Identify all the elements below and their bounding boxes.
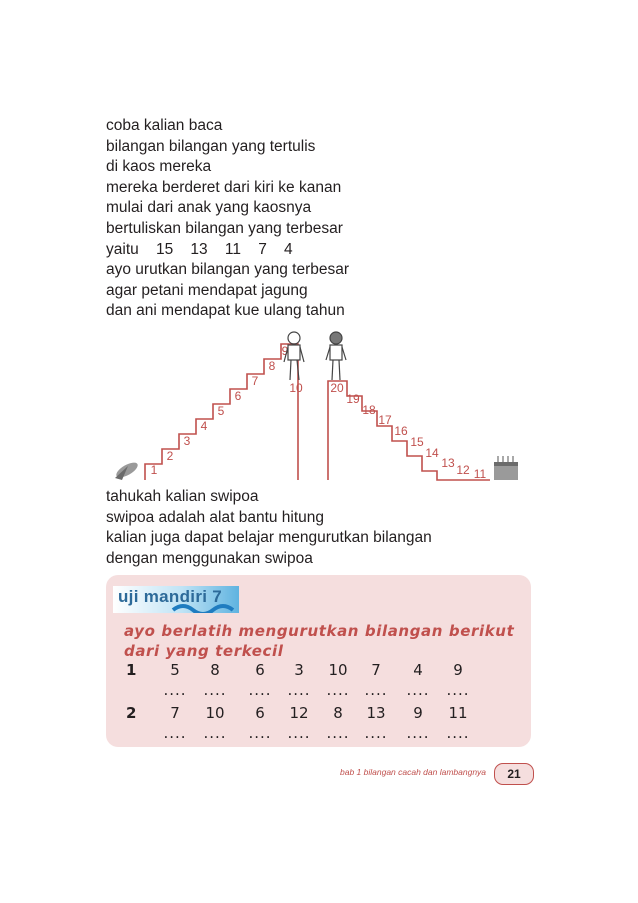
number-cell: 8 — [333, 704, 343, 722]
step-label: 12 — [456, 463, 470, 477]
intro-line: agar petani mendapat jagung — [106, 281, 308, 299]
answer-blank[interactable]: .... — [406, 724, 430, 742]
answer-blank[interactable]: .... — [446, 681, 470, 699]
number-cell: 10 — [328, 661, 348, 679]
number-cell: 10 — [205, 704, 225, 722]
intro-line: bilangan bilangan yang tertulis — [106, 137, 316, 155]
step-label: 17 — [378, 413, 392, 427]
step-label: 18 — [362, 403, 376, 417]
answer-blank[interactable]: .... — [248, 724, 272, 742]
answer-blank[interactable]: .... — [203, 681, 227, 699]
answer-blank[interactable]: .... — [446, 724, 470, 742]
step-label: 20 — [330, 381, 344, 395]
step-label: 15 — [410, 435, 424, 449]
answer-blank[interactable]: .... — [326, 681, 350, 699]
number-cell: 7 — [170, 704, 180, 722]
step-label: 8 — [268, 359, 276, 373]
abacus-line: kalian juga dapat belajar mengurutkan bilangan — [106, 529, 432, 547]
number-cell: 7 — [371, 661, 381, 679]
number-cell: 6 — [255, 704, 265, 722]
answer-blank[interactable]: .... — [364, 681, 388, 699]
intro-line: ayo urutkan bilangan yang terbesar — [106, 261, 349, 279]
step-label: 6 — [234, 389, 242, 403]
exercise-badge-label: uji mandiri 7 — [118, 587, 223, 606]
step-label: 3 — [183, 434, 191, 448]
answer-blank[interactable]: .... — [248, 681, 272, 699]
abacus-line: dengan menggunakan swipoa — [106, 549, 313, 567]
intro-line: di kaos mereka — [106, 158, 212, 176]
answer-blank[interactable]: .... — [287, 681, 311, 699]
intro-line: dan ani mendapat kue ulang tahun — [106, 302, 345, 320]
row-number: 2 — [126, 704, 137, 722]
number-cell: 3 — [294, 661, 304, 679]
intro-line: yaitu 15 13 11 7 4 — [106, 240, 293, 258]
girl-figure — [326, 332, 346, 380]
number-cell: 9 — [453, 661, 463, 679]
intro-line: mereka berderet dari kiri ke kanan — [106, 178, 342, 196]
step-label: 16 — [394, 424, 408, 438]
answer-blank[interactable]: .... — [364, 724, 388, 742]
step-label: 5 — [217, 404, 225, 418]
number-cell: 6 — [255, 661, 265, 679]
step-label: 4 — [200, 419, 208, 433]
answer-blank[interactable]: .... — [163, 724, 187, 742]
step-label: 13 — [441, 456, 455, 470]
number-cell: 13 — [366, 704, 386, 722]
number-cell: 11 — [448, 704, 468, 722]
intro-line: mulai dari anak yang kaosnya — [106, 199, 312, 217]
chapter-caption: bab 1 bilangan cacah dan lambangnya — [340, 767, 487, 777]
step-label: 14 — [425, 446, 439, 460]
exercise-instruction — [124, 621, 514, 661]
number-cell: 9 — [413, 704, 423, 722]
intro-line: coba kalian baca — [106, 117, 223, 134]
answer-blank[interactable]: .... — [287, 724, 311, 742]
step-label: 9 — [281, 344, 289, 358]
answer-blank[interactable]: .... — [406, 681, 430, 699]
number-cell: 5 — [170, 661, 180, 679]
instruction-line: ayo berlatih mengurutkan bilangan berikut — [124, 622, 515, 640]
intro-line: bertuliskan bilangan yang terbesar — [106, 219, 343, 237]
instruction-line: dari yang terkecil — [124, 642, 284, 660]
step-label: 1 — [150, 463, 158, 477]
abacus-line: tahukah kalian swipoa — [106, 488, 259, 505]
answer-blank[interactable]: .... — [163, 681, 187, 699]
abacus-paragraph — [106, 487, 432, 569]
number-cell: 8 — [210, 661, 220, 679]
step-label: 7 — [251, 374, 259, 388]
cake-icon — [494, 456, 518, 480]
page-number: 21 — [494, 763, 534, 785]
step-label: 2 — [166, 449, 174, 463]
number-cell: 12 — [289, 704, 309, 722]
answer-blank[interactable]: .... — [326, 724, 350, 742]
step-label: 10 — [289, 381, 303, 395]
corn-icon — [114, 460, 140, 481]
number-cell: 4 — [413, 661, 423, 679]
answer-blank[interactable]: .... — [203, 724, 227, 742]
step-label: 11 — [473, 467, 487, 481]
row-number: 1 — [126, 661, 137, 679]
abacus-line: swipoa adalah alat bantu hitung — [106, 508, 325, 526]
step-label: 19 — [346, 392, 360, 406]
